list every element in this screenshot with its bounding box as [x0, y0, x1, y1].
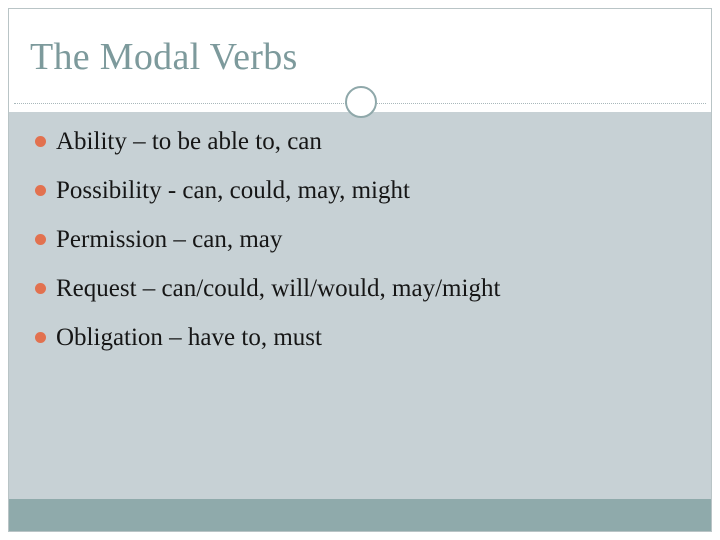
- slide-border-right: [711, 8, 712, 532]
- list-item-label: Permission – can, may: [56, 226, 283, 253]
- bullet-dot-icon: [35, 185, 46, 196]
- list-item: [30, 224, 680, 255]
- bullet-dot-icon: [35, 136, 46, 147]
- bullet-dot-icon: [35, 283, 46, 294]
- list-item: [30, 322, 680, 353]
- list-item-label: Ability – to be able to, can: [56, 128, 322, 155]
- list-item: [30, 175, 680, 206]
- list-item: [30, 126, 680, 157]
- slide-footer-bar: [9, 499, 711, 531]
- slide-border-bottom: [8, 531, 712, 532]
- list-item-label: Possibility - can, could, may, might: [56, 177, 410, 204]
- list-item-label: Request – can/could, will/would, may/might: [56, 275, 501, 302]
- bullet-list: [30, 126, 680, 371]
- slide-border-top: [8, 8, 712, 9]
- list-item: [30, 273, 680, 304]
- bullet-dot-icon: [35, 332, 46, 343]
- circle-ornament-icon: [345, 86, 377, 118]
- list-item-label: Obligation – have to, must: [56, 324, 322, 351]
- slide-title: The Modal Verbs: [30, 36, 298, 78]
- bullet-dot-icon: [35, 234, 46, 245]
